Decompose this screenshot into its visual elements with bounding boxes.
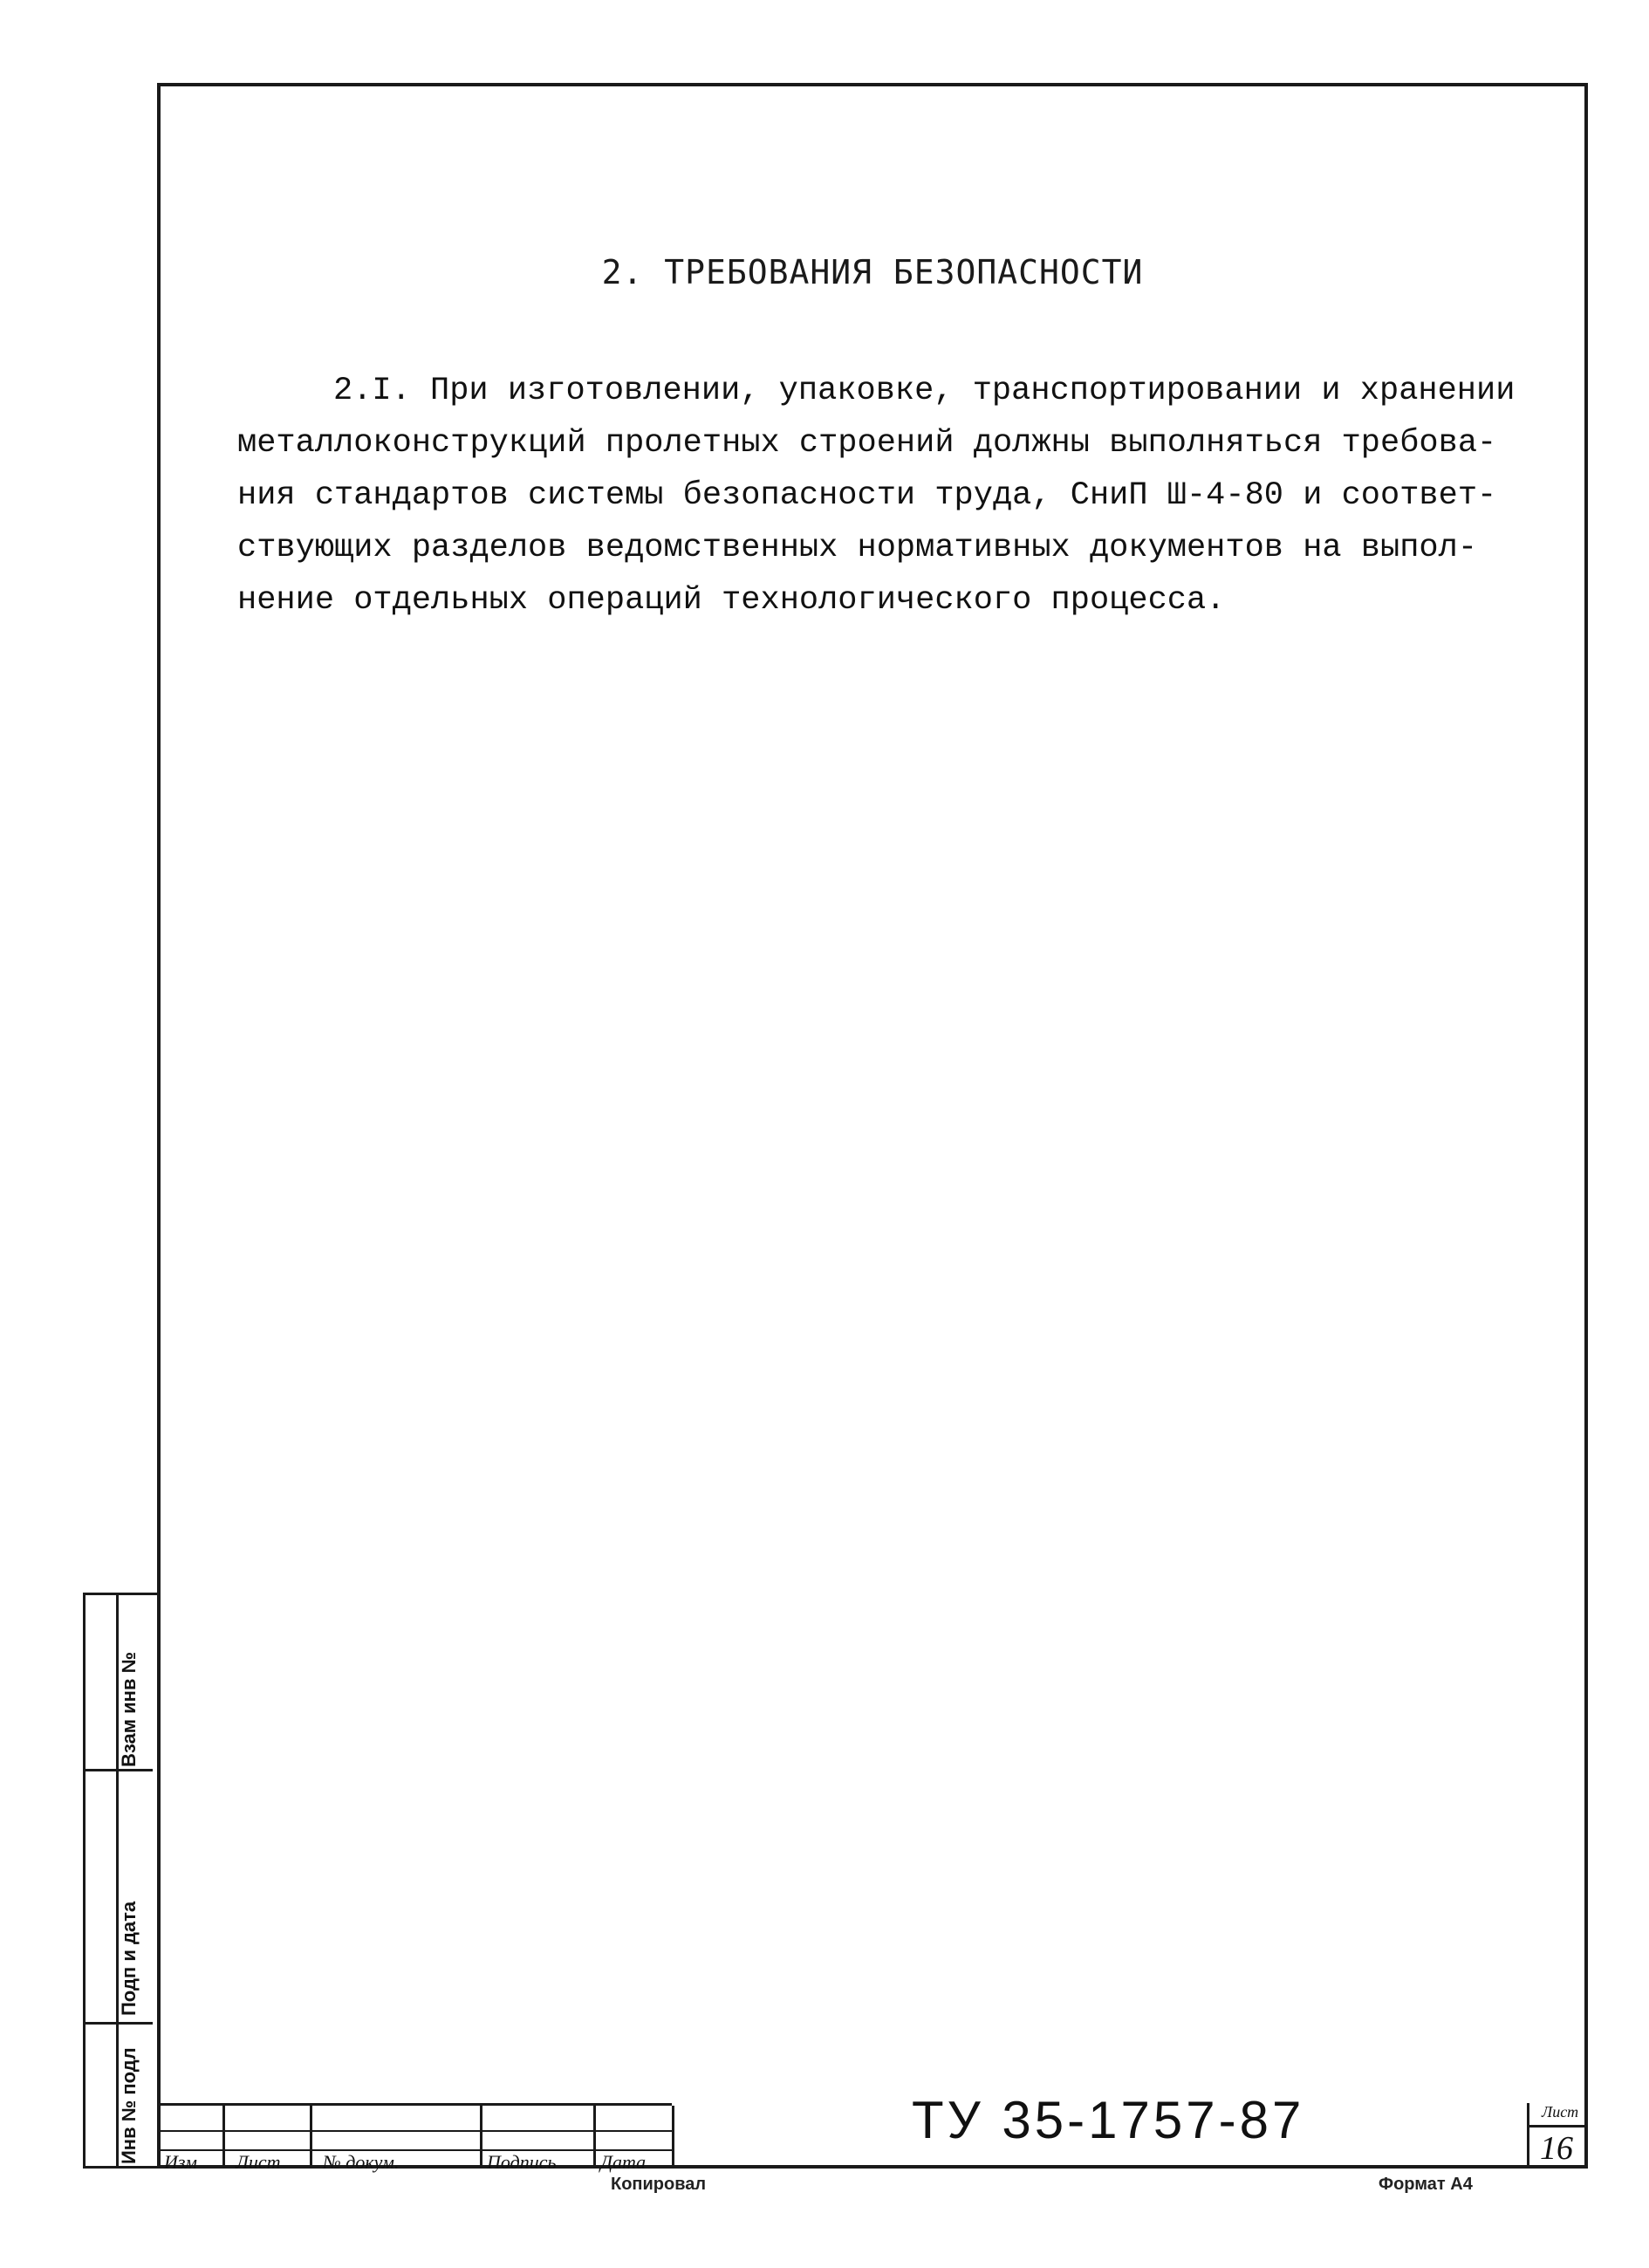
col-label-list: Лист — [236, 2151, 281, 2173]
sheet-number-box — [1527, 2103, 1588, 2169]
paragraph-line: нение отдельных операций технологического процесса. — [237, 582, 1226, 619]
title-block — [157, 2103, 1588, 2173]
col-label-izm: Изм — [164, 2151, 197, 2173]
col-label-dokum: № докум. — [323, 2151, 400, 2173]
side-cell-inv — [83, 2025, 153, 2169]
col-label-podpis: Подпись — [487, 2151, 557, 2173]
paragraph-line: металлоконструкций пролетных строений должны выполняться требова- — [237, 425, 1497, 462]
paragraph-line: ствующих разделов ведомственных нормативных документов на выпол- — [237, 530, 1478, 566]
paragraph-line: 2.I. При изготовлении, упаковке, транспортировании и хранении — [333, 373, 1516, 409]
footer-copied: Копировал — [611, 2175, 707, 2194]
col-label-data: Дата — [600, 2151, 647, 2173]
footer-format: Формат А4 — [1379, 2175, 1473, 2194]
title-block-grid — [157, 2103, 672, 2173]
sheet-number: 16 — [1540, 2130, 1573, 2167]
section-paragraph — [237, 365, 1563, 627]
section-heading: 2. ТРЕБОВАНИЯ БЕЗОПАСНОСТИ — [601, 253, 1144, 291]
side-cell-vzam — [83, 1593, 153, 1771]
sheet-label: Лист — [1542, 2103, 1579, 2121]
side-label-podp-data: Подп и дата — [118, 1901, 140, 2016]
side-label-inv-podl: Инв № подл — [118, 2047, 140, 2164]
side-cell-podp — [83, 1771, 153, 2025]
paragraph-line: ния стандартов системы безопасности труда, СниП Ш-4-80 и соответ- — [237, 477, 1497, 514]
document-code: ТУ 35-1757-87 — [912, 2091, 1305, 2149]
side-label-vzam-inv: Взам инв № — [118, 1651, 140, 1767]
